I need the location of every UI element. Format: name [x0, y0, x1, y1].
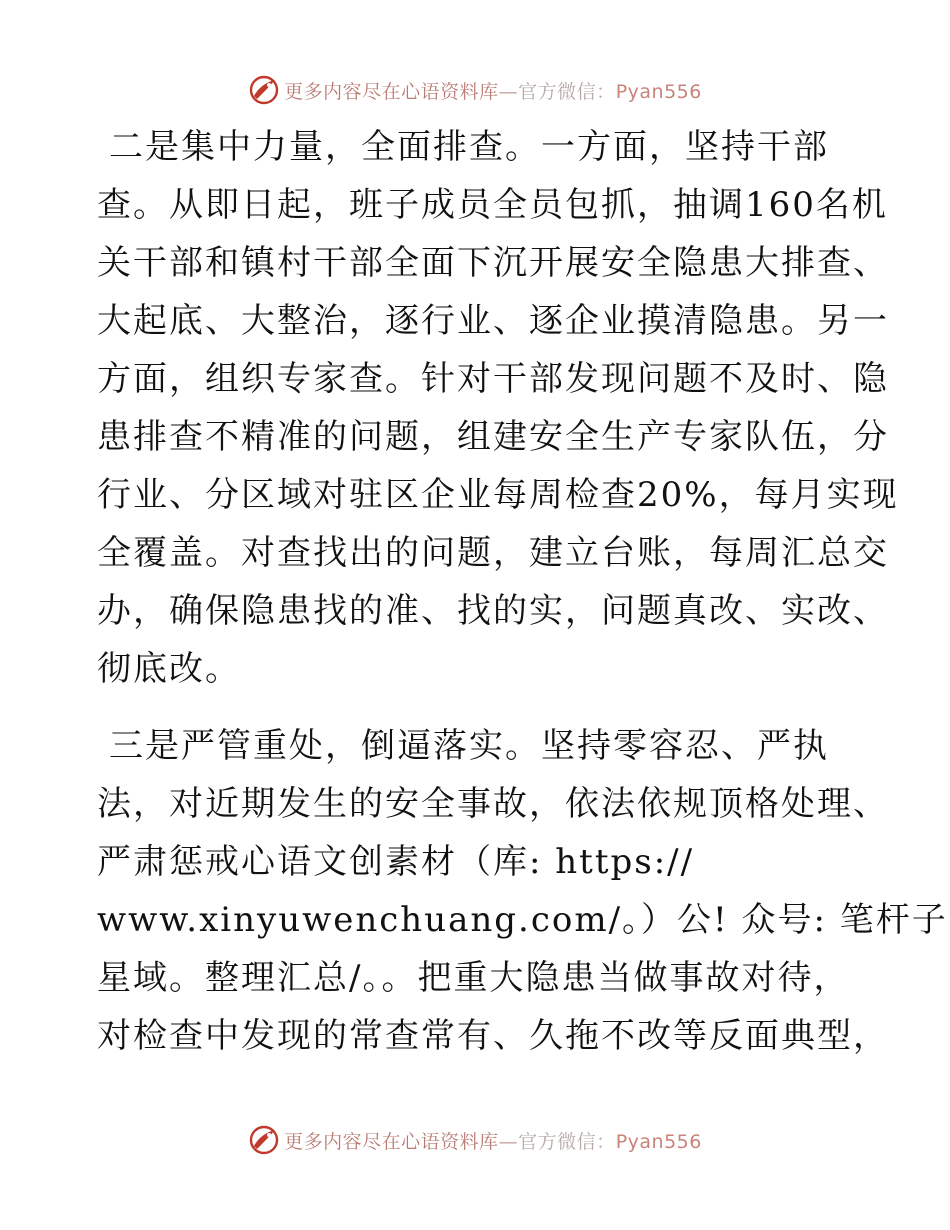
text-line: 大起底、大整治，逐行业、逐企业摸清隐患。另一 — [97, 301, 889, 341]
text-line: 法，对近期发生的安全事故，依法依规顶格处理、 — [97, 784, 889, 824]
header-watermark — [0, 70, 950, 110]
text-line: 查。从即日起，班子成员全员包抓，抽调160名机 — [97, 185, 888, 225]
text-line: 对检查中发现的常查常有、久拖不改等反面典型， — [97, 1016, 889, 1056]
watermark-title: 更多内容尽在心语资料库 — [284, 80, 499, 103]
text-line: 行业、分区域对驻区企业每周检查20%，每月实现 — [97, 475, 899, 515]
pen-circle-logo-icon — [248, 1124, 280, 1156]
text-line: 办，确保隐患找的准、找的实，问题真改、实改、 — [97, 591, 889, 631]
pen-circle-logo-icon — [248, 74, 280, 106]
watermark-dash: — — [498, 1130, 519, 1153]
text-line: 二是集中力量，全面排查。一方面，坚持干部 — [109, 127, 829, 167]
watermark-wechat-id: Pyan556 — [615, 1130, 702, 1153]
paragraph-enforcement — [97, 717, 948, 1065]
watermark-wechat-id: Pyan556 — [615, 80, 702, 103]
paragraph-investigation — [97, 118, 899, 698]
watermark-wechat-label: 官方微信： — [518, 1130, 616, 1153]
text-line: 全覆盖。对查找出的问题，建立台账，每周汇总交 — [97, 533, 889, 573]
text-line: 方面，组织专家查。针对干部发现问题不及时、隐 — [97, 359, 889, 399]
footer-watermark-text — [284, 1127, 702, 1154]
watermark-title: 更多内容尽在心语资料库 — [284, 1130, 499, 1153]
text-line: 三是严管重处，倒逼落实。坚持零容忍、严执 — [109, 726, 829, 766]
watermark-wechat-label: 官方微信： — [518, 80, 616, 103]
text-line: 关干部和镇村干部全面下沉开展安全隐患大排查、 — [97, 243, 889, 283]
text-line: 患排查不精准的问题，组建安全生产专家队伍，分 — [97, 417, 889, 457]
watermark-dash: — — [498, 80, 519, 103]
text-line: www.xinyuwenchuang.com/。）公! 众号: 笔杆子 — [97, 900, 948, 940]
text-line: 星域。整理汇总/。。把重大隐患当做事故对待， — [97, 958, 850, 998]
footer-watermark — [0, 1120, 950, 1160]
header-watermark-text — [284, 77, 702, 104]
text-line: 彻底改。 — [97, 649, 241, 689]
text-line: 严肃惩戒心语文创素材（库: https:// — [97, 842, 695, 882]
